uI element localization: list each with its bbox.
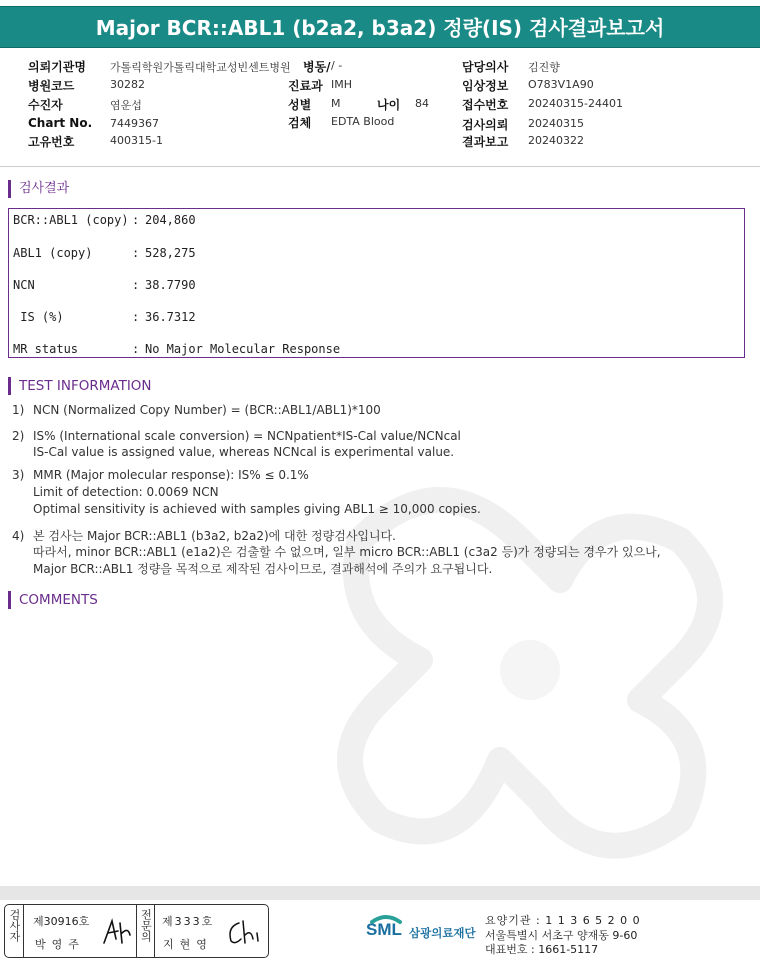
signature-box bbox=[4, 904, 269, 958]
specialist-name: 지현영 bbox=[163, 938, 213, 951]
institution-label: 의뢰기관명 bbox=[28, 60, 86, 74]
item-line: IS% (International scale conversion) = NCNpatient*IS-Cal value/NCNcal bbox=[33, 429, 461, 443]
specimen-label: 검체 bbox=[288, 116, 312, 130]
report-date-value: 20240322 bbox=[528, 134, 584, 147]
item-number: 3) bbox=[12, 468, 25, 482]
item-number: 2) bbox=[12, 429, 25, 443]
item-number: 1) bbox=[12, 403, 25, 417]
specialist-signature bbox=[225, 915, 265, 949]
hospital-code-label: 병원코드 bbox=[28, 79, 75, 93]
result-value: 204,860 bbox=[145, 213, 196, 227]
facility-code: 요양기관 : 1 1 3 6 5 2 0 0 bbox=[485, 914, 641, 927]
specialist-label-text: 전문의 bbox=[139, 909, 153, 942]
dept-label: 진료과 bbox=[288, 79, 323, 93]
collector-value: 염운섭 bbox=[110, 99, 142, 112]
result-colon: : bbox=[132, 310, 140, 324]
result-label: IS (%) bbox=[13, 310, 64, 324]
sex-value: M bbox=[331, 97, 341, 110]
result-colon: : bbox=[132, 278, 140, 292]
test-info-heading: TEST INFORMATION bbox=[8, 377, 152, 395]
collector-label: 수진자 bbox=[28, 98, 63, 112]
clinical-info-value: O783V1A90 bbox=[528, 78, 594, 91]
item-number: 4) bbox=[12, 529, 25, 543]
result-label: MR status bbox=[13, 342, 79, 356]
result-colon: : bbox=[132, 213, 140, 227]
ward-label: 병동/ bbox=[303, 60, 331, 74]
examiner-label bbox=[5, 905, 24, 957]
unique-value: 400315-1 bbox=[110, 134, 163, 147]
examiner-label-text: 검사자 bbox=[8, 909, 21, 942]
item-line: 따라서, minor BCR::ABL1 (e1a2)은 검출할 수 없으며, 일부 micro BCR::ABL1 (c3a2 등)가 정량되는 경우가 있으나, bbox=[33, 545, 661, 559]
report-date-label: 결과보고 bbox=[462, 135, 509, 149]
specialist-label bbox=[136, 905, 155, 957]
footer-band bbox=[0, 886, 760, 900]
institution-value: 가톨릭학원가톨릭대학교성빈센트병원 bbox=[110, 61, 291, 74]
result-value: 36.7312 bbox=[145, 310, 196, 324]
clinical-info-label: 임상정보 bbox=[462, 79, 509, 93]
hospital-code-value: 30282 bbox=[110, 78, 145, 91]
result-label: NCN bbox=[13, 278, 35, 292]
patient-info-block bbox=[0, 56, 760, 156]
phone: 대표번호 : 1661-5117 bbox=[485, 943, 599, 956]
specimen-value: EDTA Blood bbox=[331, 115, 395, 128]
request-value: 20240315 bbox=[528, 117, 584, 130]
examiner-signature bbox=[100, 915, 134, 949]
result-colon: : bbox=[132, 342, 140, 356]
item-line: Optimal sensitivity is achieved with samples giving ABL1 ≥ 10,000 copies. bbox=[33, 502, 481, 516]
comments-heading: COMMENTS bbox=[8, 591, 98, 609]
reception-value: 20240315-24401 bbox=[528, 97, 623, 110]
result-value: 528,275 bbox=[145, 246, 196, 260]
report-title: Major BCR::ABL1 (b2a2, b3a2) 정량(IS) 검사결과보고서 bbox=[0, 6, 760, 48]
specialist-code: 제333호 bbox=[162, 915, 215, 928]
result-label: BCR::ABL1 (copy) bbox=[13, 213, 129, 227]
item-line: 본 검사는 Major BCR::ABL1 (b3a2, b2a2)에 대한 정량검사입니다. bbox=[33, 529, 396, 543]
examiner-code: 제30916호 bbox=[33, 915, 90, 928]
doctor-value: 김진향 bbox=[528, 61, 560, 74]
address: 서울특별시 서초구 양재동 9-60 bbox=[485, 929, 638, 942]
dept-value: IMH bbox=[331, 78, 353, 91]
age-label: 나이 bbox=[377, 98, 401, 112]
unique-label: 고유번호 bbox=[28, 135, 75, 149]
examiner-name: 박영주 bbox=[35, 938, 85, 951]
chart-value: 7449367 bbox=[110, 117, 159, 130]
reception-label: 접수번호 bbox=[462, 98, 509, 112]
result-value: 38.7790 bbox=[145, 278, 196, 292]
chart-label: Chart No. bbox=[28, 116, 93, 130]
request-label: 검사의뢰 bbox=[462, 118, 509, 132]
result-label: ABL1 (copy) bbox=[13, 246, 93, 260]
item-line: NCN (Normalized Copy Number) = (BCR::ABL1/ABL1)*100 bbox=[33, 403, 381, 417]
item-line: Limit of detection: 0.0069 NCN bbox=[33, 485, 219, 499]
results-box bbox=[8, 208, 745, 358]
result-value: No Major Molecular Response bbox=[145, 342, 341, 356]
ward-value: / - bbox=[331, 59, 343, 72]
watermark-cross-logo bbox=[300, 420, 760, 920]
age-value: 84 bbox=[415, 97, 429, 110]
logo-text: SML bbox=[366, 920, 402, 939]
org-name: 삼광의료재단 bbox=[409, 926, 476, 940]
doctor-label: 담당의사 bbox=[462, 60, 509, 74]
item-line: MMR (Major molecular response): IS% ≤ 0.1% bbox=[33, 468, 309, 482]
item-line: IS-Cal value is assigned value, whereas NCNcal is experimental value. bbox=[33, 445, 455, 459]
result-colon: : bbox=[132, 246, 140, 260]
results-heading: 검사결과 bbox=[8, 180, 69, 198]
divider bbox=[0, 166, 760, 167]
sex-label: 성별 bbox=[288, 98, 312, 112]
item-line: Major BCR::ABL1 정량을 목적으로 제작된 검사이므로, 결과해석에 주의가 요구됩니다. bbox=[33, 562, 493, 576]
